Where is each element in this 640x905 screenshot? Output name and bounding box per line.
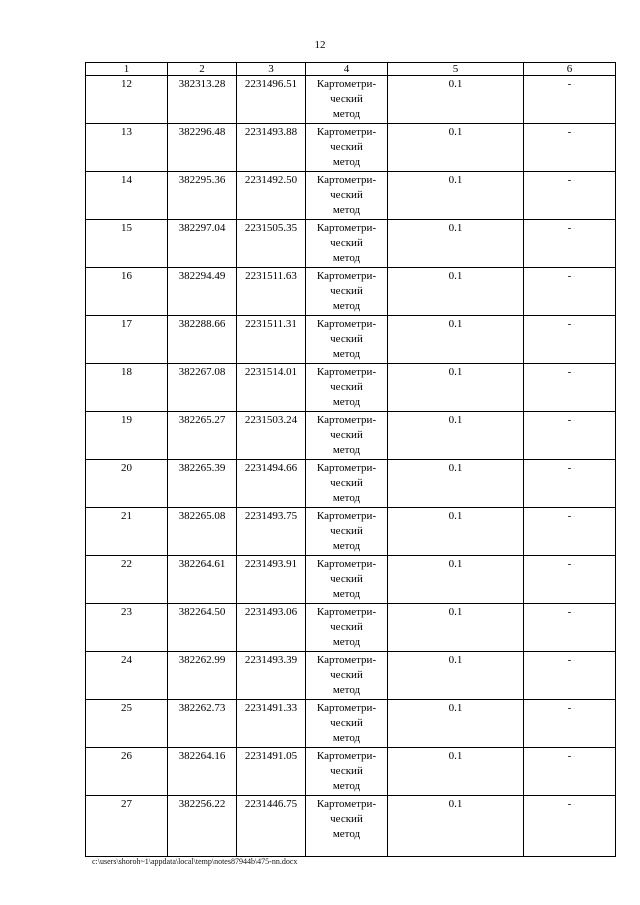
x-coordinate-cell: 382294.49 (168, 268, 237, 316)
y-coordinate-cell: 2231511.63 (237, 268, 306, 316)
y-coordinate-cell: 2231493.39 (237, 652, 306, 700)
x-coordinate-cell: 382295.36 (168, 172, 237, 220)
method-cell (306, 652, 388, 700)
point-number-cell: 26 (86, 748, 168, 796)
method-line: ческий (330, 189, 363, 201)
point-number-cell: 19 (86, 412, 168, 460)
y-coordinate-cell: 2231505.35 (237, 220, 306, 268)
method-line: метод (332, 540, 361, 552)
table-row (86, 76, 616, 124)
table-row (86, 652, 616, 700)
table-row (86, 172, 616, 220)
note-cell: - (524, 172, 616, 220)
note-cell: - (524, 220, 616, 268)
method-cell (306, 508, 388, 556)
accuracy-cell: 0.1 (388, 748, 524, 796)
x-coordinate-cell: 382265.27 (168, 412, 237, 460)
method-line: Картометри- (316, 510, 377, 522)
point-number-cell: 27 (86, 796, 168, 857)
x-coordinate-cell: 382265.08 (168, 508, 237, 556)
note-cell: - (524, 652, 616, 700)
method-line: ческий (330, 429, 363, 441)
method-line: Картометри- (316, 702, 377, 714)
method-cell (306, 748, 388, 796)
coordinates-table (85, 62, 616, 857)
x-coordinate-cell: 382262.99 (168, 652, 237, 700)
accuracy-cell: 0.1 (388, 76, 524, 124)
method-line: Картометри- (316, 126, 377, 138)
accuracy-cell: 0.1 (388, 460, 524, 508)
y-coordinate-cell: 2231514.01 (237, 364, 306, 412)
accuracy-cell: 0.1 (388, 364, 524, 412)
method-cell (306, 76, 388, 124)
y-coordinate-cell: 2231492.50 (237, 172, 306, 220)
method-line: Картометри- (316, 318, 377, 330)
column-header-2: 2 (168, 63, 237, 76)
method-line: ческий (330, 765, 363, 777)
coordinates-table-container (85, 62, 615, 857)
x-coordinate-cell: 382288.66 (168, 316, 237, 364)
method-line: метод (332, 828, 361, 840)
method-line: Картометри- (316, 78, 377, 90)
y-coordinate-cell: 2231493.88 (237, 124, 306, 172)
method-line: метод (332, 252, 361, 264)
y-coordinate-cell: 2231493.91 (237, 556, 306, 604)
method-cell (306, 604, 388, 652)
x-coordinate-cell: 382296.48 (168, 124, 237, 172)
y-coordinate-cell: 2231491.05 (237, 748, 306, 796)
method-cell (306, 700, 388, 748)
point-number-cell: 14 (86, 172, 168, 220)
accuracy-cell: 0.1 (388, 412, 524, 460)
method-line: Картометри- (316, 462, 377, 474)
x-coordinate-cell: 382313.28 (168, 76, 237, 124)
method-line: ческий (330, 333, 363, 345)
accuracy-cell: 0.1 (388, 316, 524, 364)
y-coordinate-cell: 2231494.66 (237, 460, 306, 508)
column-header-1: 1 (86, 63, 168, 76)
method-line: Картометри- (316, 174, 377, 186)
table-row (86, 412, 616, 460)
method-line: Картометри- (316, 270, 377, 282)
table-row (86, 796, 616, 857)
note-cell: - (524, 124, 616, 172)
footer-file-path: c:\users\shoroh~1\appdata\local\temp\notes87944b\475-nn.docx (92, 857, 298, 866)
column-header-3: 3 (237, 63, 306, 76)
method-cell (306, 460, 388, 508)
note-cell: - (524, 364, 616, 412)
note-cell: - (524, 412, 616, 460)
point-number-cell: 16 (86, 268, 168, 316)
method-line: метод (332, 684, 361, 696)
point-number-cell: 17 (86, 316, 168, 364)
y-coordinate-cell: 2231496.51 (237, 76, 306, 124)
note-cell: - (524, 748, 616, 796)
method-line: Картометри- (316, 798, 377, 810)
method-cell (306, 412, 388, 460)
method-line: Картометри- (316, 750, 377, 762)
method-line: ческий (330, 669, 363, 681)
x-coordinate-cell: 382256.22 (168, 796, 237, 857)
table-row (86, 508, 616, 556)
accuracy-cell: 0.1 (388, 604, 524, 652)
method-cell (306, 268, 388, 316)
column-header-5: 5 (388, 63, 524, 76)
y-coordinate-cell: 2231511.31 (237, 316, 306, 364)
table-row (86, 604, 616, 652)
accuracy-cell: 0.1 (388, 652, 524, 700)
method-line: метод (332, 396, 361, 408)
x-coordinate-cell: 382265.39 (168, 460, 237, 508)
method-line: ческий (330, 573, 363, 585)
method-line: метод (332, 636, 361, 648)
note-cell: - (524, 76, 616, 124)
point-number-cell: 25 (86, 700, 168, 748)
method-cell (306, 796, 388, 857)
x-coordinate-cell: 382264.50 (168, 604, 237, 652)
x-coordinate-cell: 382264.61 (168, 556, 237, 604)
point-number-cell: 15 (86, 220, 168, 268)
y-coordinate-cell: 2231446.75 (237, 796, 306, 857)
x-coordinate-cell: 382264.16 (168, 748, 237, 796)
method-cell (306, 316, 388, 364)
method-line: ческий (330, 477, 363, 489)
x-coordinate-cell: 382297.04 (168, 220, 237, 268)
method-line: метод (332, 204, 361, 216)
method-line: Картометри- (316, 654, 377, 666)
method-line: ческий (330, 381, 363, 393)
y-coordinate-cell: 2231503.24 (237, 412, 306, 460)
page-number: 12 (314, 39, 326, 51)
table-row (86, 316, 616, 364)
column-header-6: 6 (524, 63, 616, 76)
note-cell: - (524, 508, 616, 556)
method-line: метод (332, 492, 361, 504)
method-line: метод (332, 732, 361, 744)
method-line: Картометри- (316, 414, 377, 426)
note-cell: - (524, 460, 616, 508)
method-line: метод (332, 444, 361, 456)
method-cell (306, 124, 388, 172)
header-row (86, 63, 616, 76)
method-line: Картометри- (316, 606, 377, 618)
table-row (86, 220, 616, 268)
note-cell: - (524, 796, 616, 857)
accuracy-cell: 0.1 (388, 268, 524, 316)
table-row (86, 700, 616, 748)
y-coordinate-cell: 2231493.75 (237, 508, 306, 556)
accuracy-cell: 0.1 (388, 700, 524, 748)
note-cell: - (524, 556, 616, 604)
accuracy-cell: 0.1 (388, 220, 524, 268)
method-line: метод (332, 780, 361, 792)
point-number-cell: 20 (86, 460, 168, 508)
point-number-cell: 21 (86, 508, 168, 556)
y-coordinate-cell: 2231491.33 (237, 700, 306, 748)
note-cell: - (524, 604, 616, 652)
table-row (86, 124, 616, 172)
x-coordinate-cell: 382267.08 (168, 364, 237, 412)
method-line: метод (332, 348, 361, 360)
method-line: ческий (330, 93, 363, 105)
accuracy-cell: 0.1 (388, 124, 524, 172)
accuracy-cell: 0.1 (388, 796, 524, 857)
column-header-4: 4 (306, 63, 388, 76)
method-line: метод (332, 300, 361, 312)
accuracy-cell: 0.1 (388, 508, 524, 556)
method-line: метод (332, 588, 361, 600)
x-coordinate-cell: 382262.73 (168, 700, 237, 748)
table-header (86, 63, 616, 76)
point-number-cell: 22 (86, 556, 168, 604)
method-line: Картометри- (316, 558, 377, 570)
note-cell: - (524, 316, 616, 364)
method-line: Картометри- (316, 366, 377, 378)
method-cell (306, 364, 388, 412)
point-number-cell: 13 (86, 124, 168, 172)
table-row (86, 364, 616, 412)
y-coordinate-cell: 2231493.06 (237, 604, 306, 652)
method-line: ческий (330, 141, 363, 153)
method-line: ческий (330, 237, 363, 249)
table-row (86, 748, 616, 796)
table-body (86, 76, 616, 857)
accuracy-cell: 0.1 (388, 556, 524, 604)
method-line: Картометри- (316, 222, 377, 234)
method-cell (306, 172, 388, 220)
method-line: ческий (330, 717, 363, 729)
note-cell: - (524, 700, 616, 748)
method-cell (306, 220, 388, 268)
accuracy-cell: 0.1 (388, 172, 524, 220)
method-line: метод (332, 108, 361, 120)
method-line: ческий (330, 621, 363, 633)
method-cell (306, 556, 388, 604)
table-row (86, 556, 616, 604)
method-line: метод (332, 156, 361, 168)
point-number-cell: 12 (86, 76, 168, 124)
method-line: ческий (330, 285, 363, 297)
point-number-cell: 18 (86, 364, 168, 412)
point-number-cell: 24 (86, 652, 168, 700)
method-line: ческий (330, 525, 363, 537)
method-line: ческий (330, 813, 363, 825)
point-number-cell: 23 (86, 604, 168, 652)
table-row (86, 268, 616, 316)
note-cell: - (524, 268, 616, 316)
table-row (86, 460, 616, 508)
